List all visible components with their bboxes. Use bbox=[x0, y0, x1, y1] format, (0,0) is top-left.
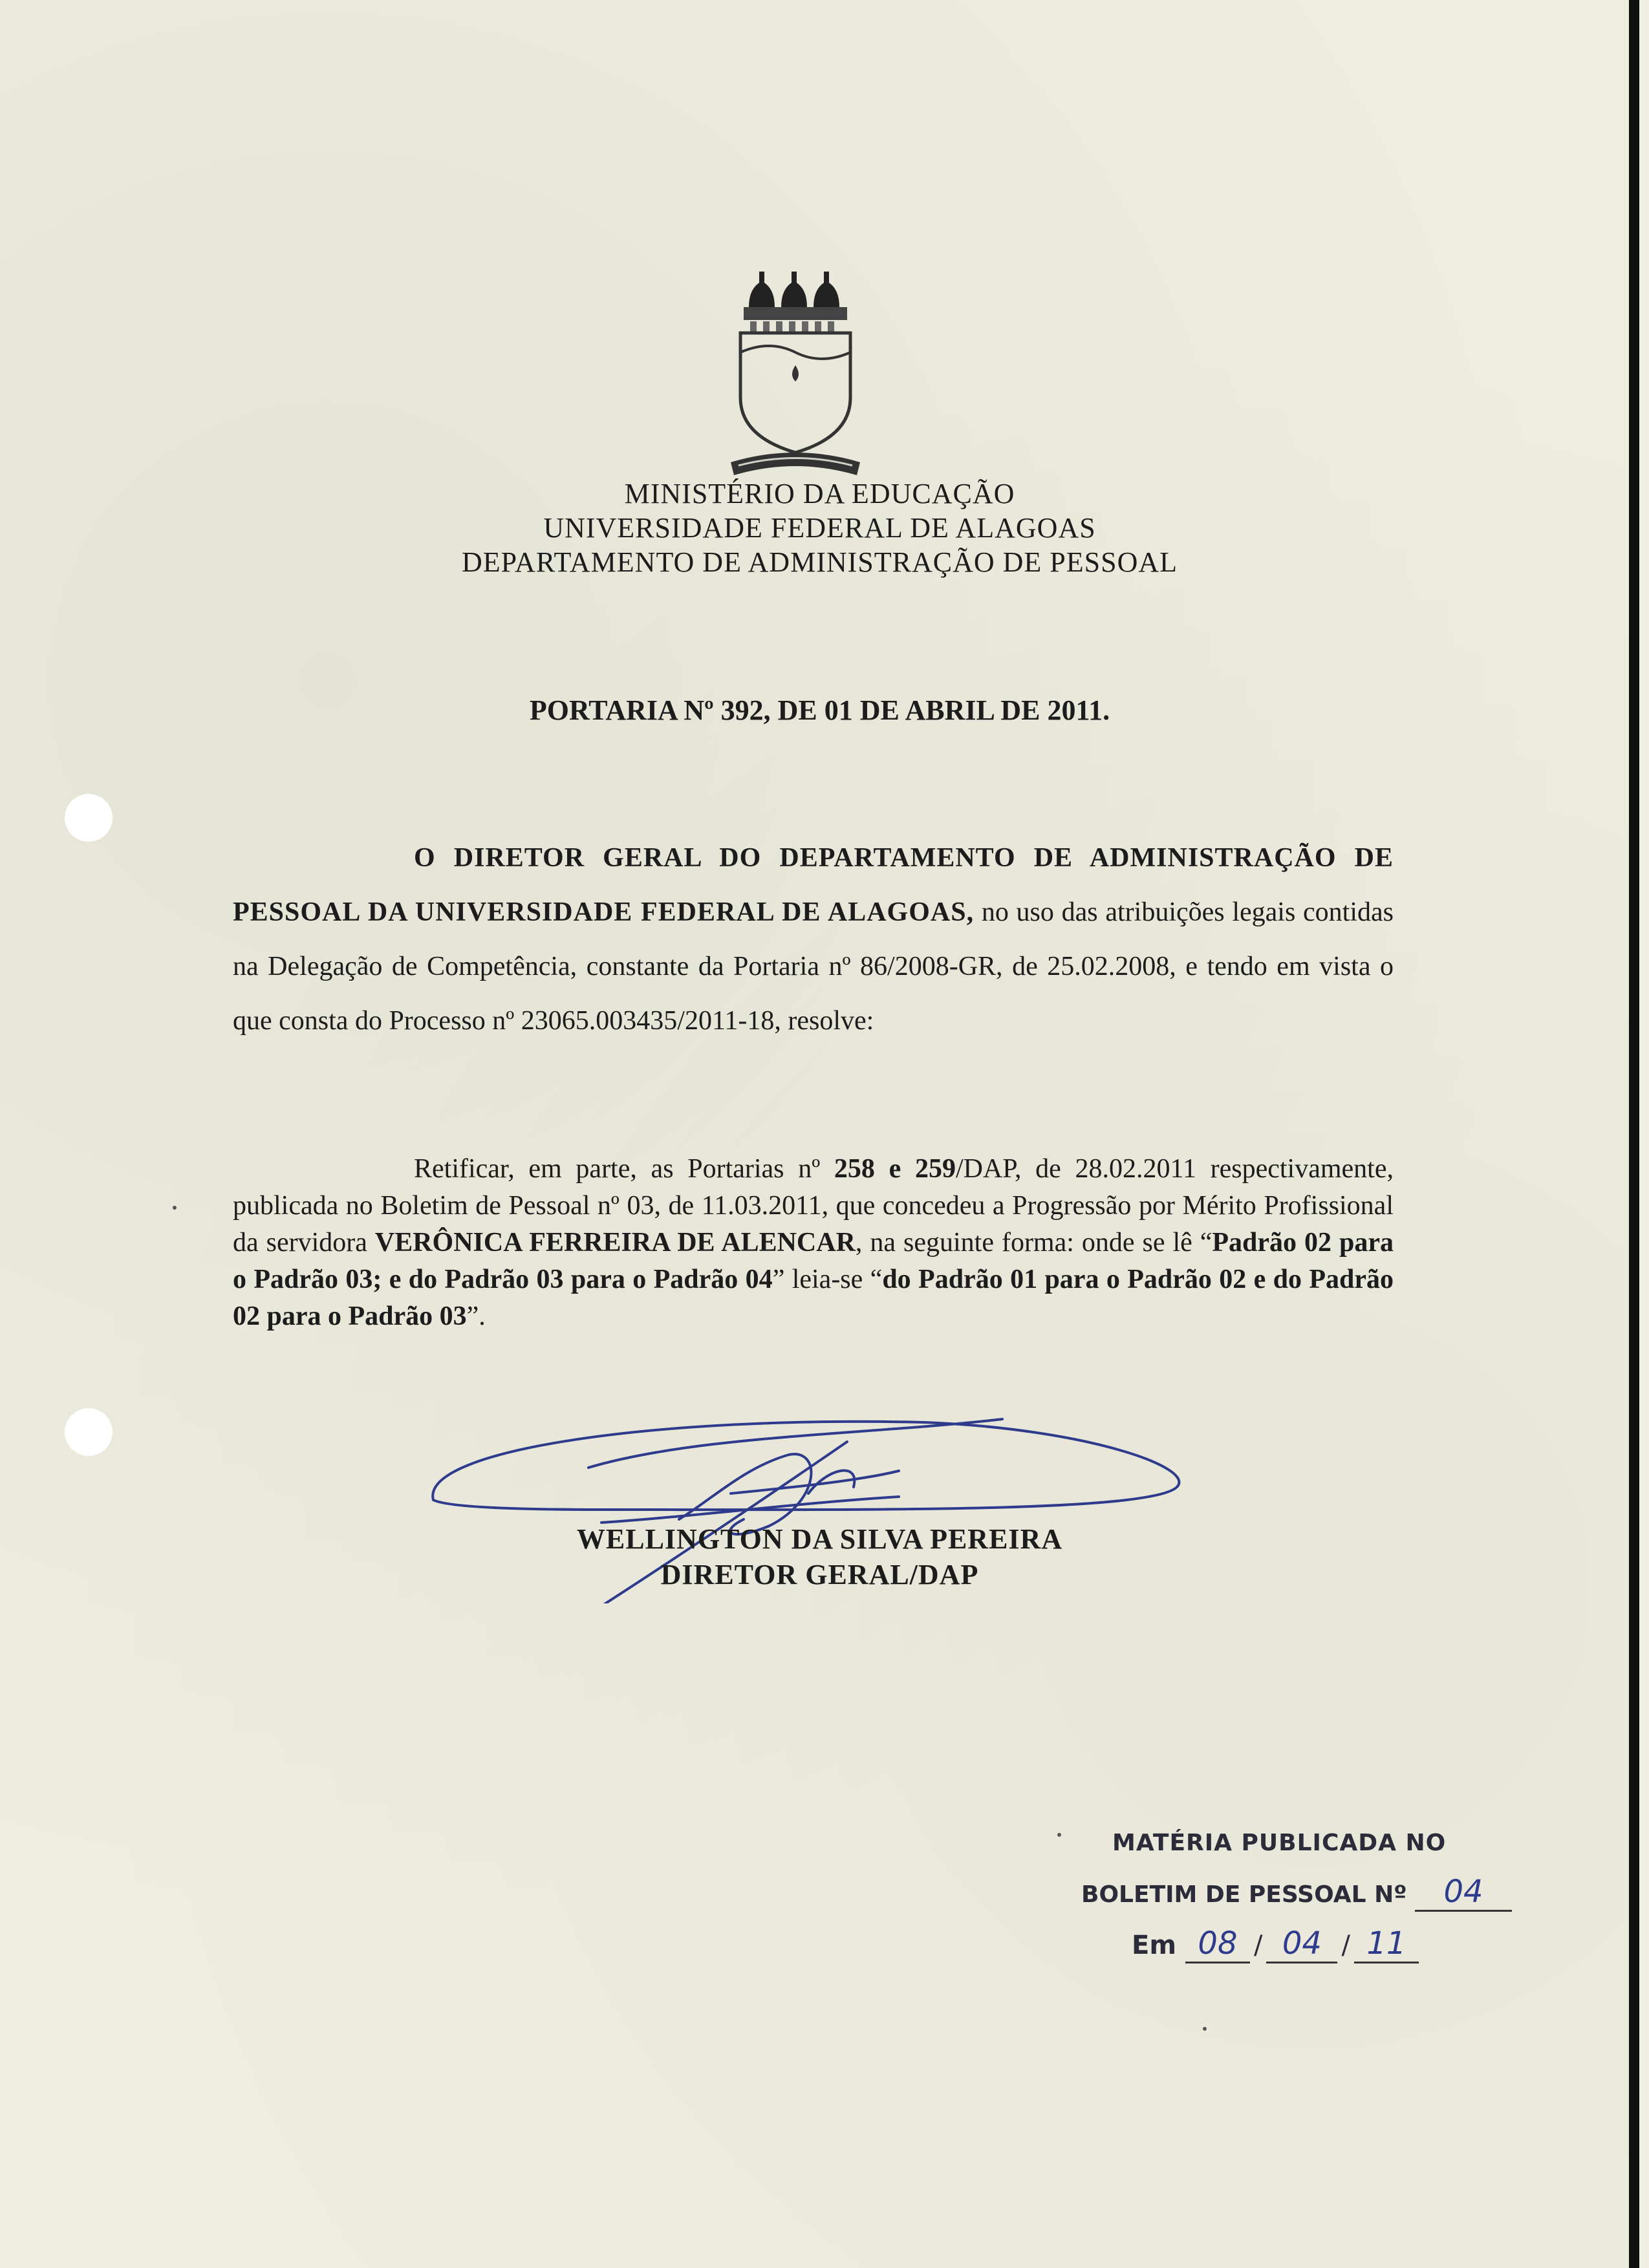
signatory-role: DIRETOR GERAL/DAP bbox=[660, 1559, 979, 1590]
preamble-lead: O DIRETOR GERAL DO DEPARTAMENTO DE ADMINISTRAÇÃO DE PESSOAL DA UNIVERSIDADE FEDERAL DE ALAGOAS, bbox=[233, 843, 1394, 927]
body-text-3: , na seguinte forma: onde se lê “ bbox=[855, 1228, 1212, 1257]
stamp-date-month: 04 bbox=[1266, 1925, 1337, 1963]
stamp-line-1: MATÉRIA PUBLICADA NO bbox=[1112, 1830, 1447, 1856]
punch-hole bbox=[65, 794, 113, 842]
document-title: PORTARIA Nº 392, DE 01 DE ABRIL DE 2011. bbox=[529, 694, 1110, 726]
department-heading: DEPARTAMENTO DE ADMINISTRAÇÃO DE PESSOAL bbox=[461, 546, 1178, 578]
stamp-date-label: Em bbox=[1132, 1931, 1177, 1960]
university-crest-logo bbox=[731, 268, 860, 482]
stamp-line-2 bbox=[1081, 1874, 1512, 1912]
body-text-4: ” leia-se “ bbox=[772, 1265, 883, 1294]
portarias-numbers: 258 e 259 bbox=[834, 1154, 956, 1184]
ministry-heading: MINISTÉRIO DA EDUCAÇÃO bbox=[624, 478, 1015, 509]
body-text-5: ”. bbox=[466, 1301, 486, 1331]
scan-speck bbox=[173, 1206, 177, 1210]
corrected-text: do Padrão 01 para o Padrão 02 e do Padrão 02 para o Padrão 03 bbox=[233, 1265, 1394, 1331]
original-text: Padrão 02 para o Padrão 03; e do Padrão 03 para o Padrão 04 bbox=[233, 1228, 1394, 1294]
scan-speck bbox=[1057, 1833, 1061, 1837]
servant-name: VERÔNICA FERREIRA DE ALENCAR bbox=[374, 1228, 856, 1257]
scan-speck bbox=[1203, 2027, 1207, 2031]
stamp-date-day: 08 bbox=[1185, 1925, 1250, 1963]
body-text-1: Retificar, em parte, as Portarias nº bbox=[414, 1154, 834, 1184]
date-separator: / bbox=[1253, 1931, 1263, 1960]
preamble-text: no uso das atribuições legais contidas na Delegação de Competência, constante da Portaria nº 86/2008-GR, de 25.02.2008, e tendo em vista o que consta do Processo nº 23065.003435/2011-18, resolve: bbox=[233, 897, 1394, 1036]
stamp-date-year: 11 bbox=[1354, 1925, 1419, 1963]
scan-edge bbox=[1629, 0, 1639, 2268]
body-paragraph bbox=[233, 1151, 1394, 1335]
body-text-2: /DAP, de 28.02.2011 respectivamente, publicada no Boletim de Pessoal nº 03, de 11.03.2011, que concedeu a Progressão por Mérito Profissional da servidora bbox=[233, 1154, 1394, 1257]
preamble-paragraph bbox=[233, 831, 1394, 1048]
stamp-date-line bbox=[1132, 1925, 1419, 1963]
date-separator: / bbox=[1341, 1931, 1350, 1960]
university-heading: UNIVERSIDADE FEDERAL DE ALAGOAS bbox=[543, 512, 1096, 544]
stamp-boletim-number: 04 bbox=[1415, 1874, 1512, 1912]
punch-hole bbox=[65, 1408, 113, 1456]
signatory-name: WELLINGTON DA SILVA PEREIRA bbox=[576, 1523, 1063, 1555]
stamp-boletim-label: BOLETIM DE PESSOAL Nº bbox=[1081, 1881, 1407, 1908]
